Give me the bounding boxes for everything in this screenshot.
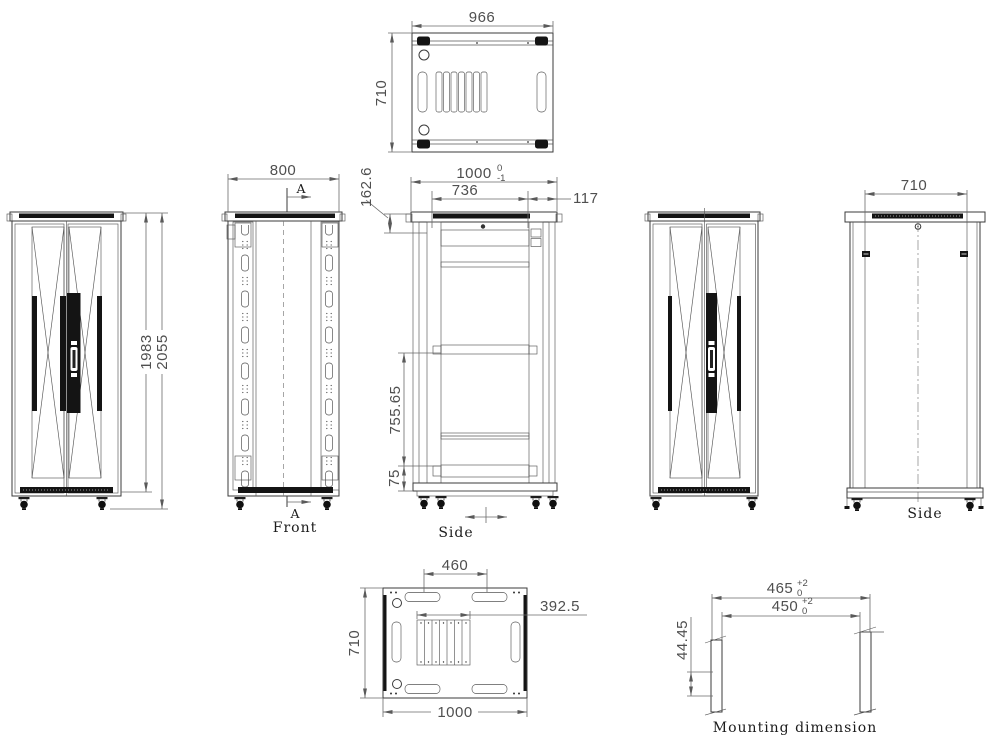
dim-text-base-width: 1000 [437, 704, 473, 721]
door-strip [737, 296, 741, 411]
dim-vent-width [417, 598, 587, 619]
dim-frame-width [228, 162, 339, 212]
dim-rail-span [387, 353, 441, 466]
caster-pad [535, 140, 548, 149]
top-hole [481, 224, 485, 228]
caster [436, 496, 447, 509]
top-vent-grille [436, 72, 487, 112]
dim-inner-span [722, 596, 860, 640]
top-slot [418, 72, 427, 112]
dim-text-slot-pitch: 460 [441, 557, 469, 574]
dim-text-rail-span: 755.65 [387, 385, 404, 435]
mounting-rail-left [233, 222, 253, 490]
bottom-vent-bar [20, 487, 113, 493]
section-letter-bottom: A [290, 506, 300, 521]
section-letter-top: A [296, 181, 306, 196]
dim-base-depth [346, 588, 383, 698]
dim-text-inner-span: 450 [771, 598, 799, 615]
mounting-rail-right [854, 627, 884, 715]
rack-rail [529, 222, 543, 483]
caster [97, 497, 108, 510]
dim-text-overall-depth: 1000 [456, 165, 492, 182]
dim-text-inner-depth: 736 [451, 182, 479, 199]
view-direction-marker [465, 507, 507, 523]
caster [747, 497, 758, 510]
side-section-view [358, 163, 598, 541]
base-slot [405, 593, 440, 602]
door-strip [668, 296, 672, 411]
door-strip [32, 296, 37, 411]
mounting-rail-right [321, 222, 339, 490]
front-frame-view [222, 162, 345, 536]
cable-entry-hole [419, 50, 429, 60]
dim-rear-gap [528, 190, 598, 207]
caster [322, 497, 333, 510]
dim-text-outer-span: 465 [766, 580, 794, 597]
dim-slot-pitch [424, 557, 487, 592]
shelf [441, 465, 529, 477]
front-doors-view [7, 212, 171, 510]
dim-base-width [383, 698, 527, 721]
base-vent-grille [417, 620, 470, 665]
section-marker-bottom [287, 496, 311, 521]
dim-text-vent-width: 392.5 [539, 598, 581, 615]
mounting-rail-left [705, 636, 726, 715]
dim-text-panel-depth: 710 [900, 177, 928, 194]
top-vent-bar [433, 214, 530, 219]
dim-base-gap [386, 466, 413, 491]
caster [19, 497, 30, 510]
rack-rail [427, 222, 441, 483]
caster [548, 496, 559, 509]
dim-text-top-width: 966 [468, 9, 496, 26]
top-vent-bar [19, 214, 114, 219]
cross-rail [441, 262, 529, 267]
dim-text-frame-width: 800 [269, 162, 297, 179]
caster [965, 498, 976, 511]
base-slot [392, 622, 401, 662]
dim-overall-depth [411, 163, 557, 211]
dim-top-width [412, 9, 553, 33]
side-panel-view [845, 177, 986, 522]
frame-post [413, 222, 419, 483]
top-vent-bar [658, 214, 750, 219]
base-slot [472, 593, 507, 602]
caster-pad [417, 37, 430, 46]
top-slot [537, 72, 546, 112]
top-tray [441, 230, 529, 246]
dim-tol-high: 0 [497, 163, 503, 174]
left-door [15, 224, 64, 493]
bottom-view [346, 557, 587, 721]
caster [531, 496, 542, 509]
base-slot [472, 685, 507, 694]
rear-doors-view [645, 208, 763, 510]
dim-text-total-height: 2055 [154, 334, 171, 370]
dim-text-top-depth: 710 [373, 79, 390, 107]
dim-outer-tol-low: 0 [797, 588, 803, 599]
dim-inner-tol-high: +2 [802, 596, 813, 607]
caster-pad [417, 140, 430, 149]
section-marker-top [287, 181, 311, 212]
cable-entry-hole [419, 125, 429, 135]
shelf [441, 345, 529, 354]
door-strip [60, 296, 66, 411]
top-vent-bar [235, 214, 335, 219]
dim-text-frame-height: 1983 [138, 334, 155, 370]
dim-text-top-offset: 162.6 [358, 166, 375, 208]
top-view [373, 9, 553, 152]
dim-total-height [154, 213, 171, 509]
side-panel-label: Side [907, 506, 943, 522]
side-section-label: Side [438, 525, 474, 541]
caster-pad [535, 37, 548, 46]
dim-hole-pitch [674, 617, 713, 696]
frame-post [549, 222, 555, 483]
dim-top-depth [373, 33, 412, 152]
dim-outer-tol-high: +2 [797, 578, 808, 589]
cable-entry-hole [393, 599, 402, 608]
mounting-detail [674, 578, 884, 736]
cable-entry-hole [393, 680, 402, 689]
dim-text-base-depth: 710 [346, 629, 363, 657]
base-slot [511, 622, 520, 662]
dim-inner-tol-low: 0 [802, 606, 808, 617]
caster [651, 497, 662, 510]
caster [235, 497, 246, 510]
front-view-label: Front [272, 520, 318, 536]
dim-tol-low: -1 [497, 173, 506, 184]
door-strip [97, 296, 102, 411]
left-door [653, 224, 702, 493]
caster [419, 496, 430, 509]
dim-text-base-gap: 75 [386, 469, 403, 487]
dim-inner-depth [432, 182, 528, 228]
dim-top-offset [358, 167, 427, 233]
caster [852, 498, 863, 511]
dim-text-rear-gap: 117 [573, 190, 599, 207]
dim-text-hole-pitch: 44.45 [674, 619, 691, 661]
bottom-vent-bar [238, 487, 333, 493]
left-door-mesh [670, 227, 702, 478]
mounting-detail-label: Mounting dimension [712, 720, 878, 736]
base-slot [405, 685, 440, 694]
